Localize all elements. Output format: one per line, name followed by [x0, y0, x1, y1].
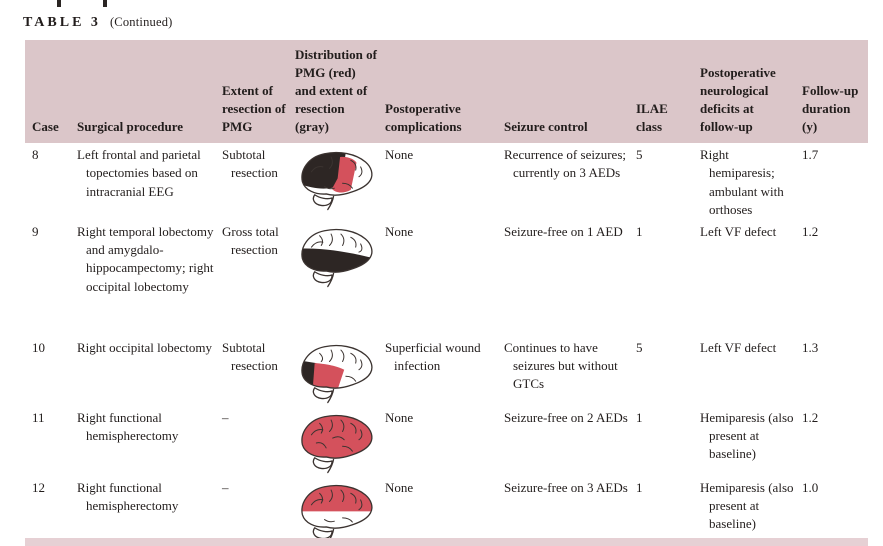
cell-complications: None: [385, 479, 414, 495]
column-header-seizure-control: Seizure control: [504, 40, 636, 143]
cell-case: 12: [32, 479, 45, 495]
cell-ilae-class: 5: [636, 339, 643, 355]
cell-case: 11: [32, 409, 45, 425]
cell-deficits: Right hemiparesis; ambulant with orthoses: [700, 147, 784, 218]
header-row: [25, 40, 868, 143]
letter-descender: [57, 0, 61, 7]
cerebellum: [313, 527, 332, 538]
cell-followup: 1.2: [802, 223, 819, 239]
brain-diagram-case-8: [295, 147, 377, 213]
cell-brain-diagram: [295, 220, 385, 336]
table-header: [25, 40, 868, 143]
cell-deficits: Left VF defect: [700, 223, 777, 239]
brain-diagram-case-9: [295, 224, 377, 290]
column-header-surgical-procedure: Surgical procedure: [77, 40, 222, 143]
column-header-ilae-class: ILAE class: [636, 40, 700, 143]
cerebellum: [313, 271, 332, 282]
table-footer-band: [25, 538, 868, 546]
table-label: TABLE 3: [23, 15, 101, 30]
brain-diagram-case-11: [295, 410, 377, 476]
cell-followup: 1.0: [802, 479, 819, 495]
column-header-case: Case: [25, 40, 77, 143]
cell-complications: None: [385, 147, 414, 162]
table-row-case-9: [25, 220, 868, 336]
column-header-distribution: Distribution of PMG (red) and extent of resection (gray): [295, 40, 385, 143]
cell-extent: –: [222, 479, 229, 495]
table-row-case-12: [25, 476, 868, 546]
cell-extent: Subtotal resection: [222, 339, 278, 374]
cell-seizure-control: Continues to have seizures but without GTCs: [504, 339, 618, 392]
cell-seizure-control: Recurrence of seizures; currently on 3 AEDs: [504, 147, 626, 181]
cell-followup: 1.3: [802, 339, 819, 355]
cell-surgical-procedure: Right temporal lobectomy and amygdalo-hippocampectomy; right occipital lobectomy: [77, 223, 214, 294]
cropped-heading-fragment: [0, 0, 300, 8]
cell-case: 9: [32, 223, 39, 239]
column-header-neuro-deficits: Postoperative neurological deficits at follow-up: [700, 40, 802, 143]
cell-extent: –: [222, 409, 229, 425]
table-row-case-10: [25, 336, 868, 406]
cell-brain-diagram: [295, 143, 385, 220]
cerebellum: [313, 195, 332, 206]
cell-ilae-class: 1: [636, 223, 643, 239]
table-caption: [23, 13, 173, 31]
cell-seizure-control: Seizure-free on 3 AEDs: [504, 479, 628, 495]
clinical-outcomes-table: [25, 40, 868, 546]
cell-surgical-procedure: Right functional hemispherectomy: [77, 409, 179, 444]
cell-ilae-class: 5: [636, 147, 643, 162]
cell-surgical-procedure: Left frontal and parietal topectomies based on intracranial EEG: [77, 147, 201, 199]
cell-brain-diagram: [295, 476, 385, 546]
cell-deficits: Hemiparesis (also present at baseline): [700, 479, 794, 532]
cell-extent: Gross total resection: [222, 223, 279, 258]
cell-complications: None: [385, 409, 414, 425]
cell-seizure-control: Seizure-free on 1 AED: [504, 223, 623, 239]
table-row-case-11: [25, 406, 868, 476]
cell-followup: 1.2: [802, 409, 819, 425]
cerebellum: [313, 387, 332, 398]
column-header-followup-duration: Follow-up duration (y): [802, 40, 868, 143]
cell-ilae-class: 1: [636, 409, 643, 425]
brain-diagram-case-10: [295, 340, 377, 406]
cell-complications: None: [385, 223, 414, 239]
cell-ilae-class: 1: [636, 479, 643, 495]
cell-complications: Superficial wound infection: [385, 339, 481, 374]
cell-extent: Subtotal resection: [222, 147, 278, 181]
cell-deficits: Hemiparesis (also present at baseline): [700, 409, 794, 462]
table-continued-note: (Continued): [109, 15, 173, 29]
cell-surgical-procedure: Right occipital lobectomy: [77, 339, 213, 355]
cell-followup: 1.7: [802, 147, 819, 162]
table-row-case-8: [25, 143, 868, 220]
cell-surgical-procedure: Right functional hemispherectomy: [77, 479, 179, 514]
cell-seizure-control: Seizure-free on 2 AEDs: [504, 409, 628, 425]
column-header-extent-of-resection: Extent of resection of PMG: [222, 40, 295, 143]
cell-case: 10: [32, 339, 45, 355]
table-body: [25, 143, 868, 546]
letter-descender: [103, 0, 107, 7]
cerebellum: [313, 457, 332, 468]
cell-brain-diagram: [295, 406, 385, 476]
cell-brain-diagram: [295, 336, 385, 406]
cell-case: 8: [32, 147, 39, 162]
column-header-complications: Postoperative complications: [385, 40, 504, 143]
brain-diagram-case-12: [295, 480, 377, 546]
cell-deficits: Left VF defect: [700, 339, 777, 355]
